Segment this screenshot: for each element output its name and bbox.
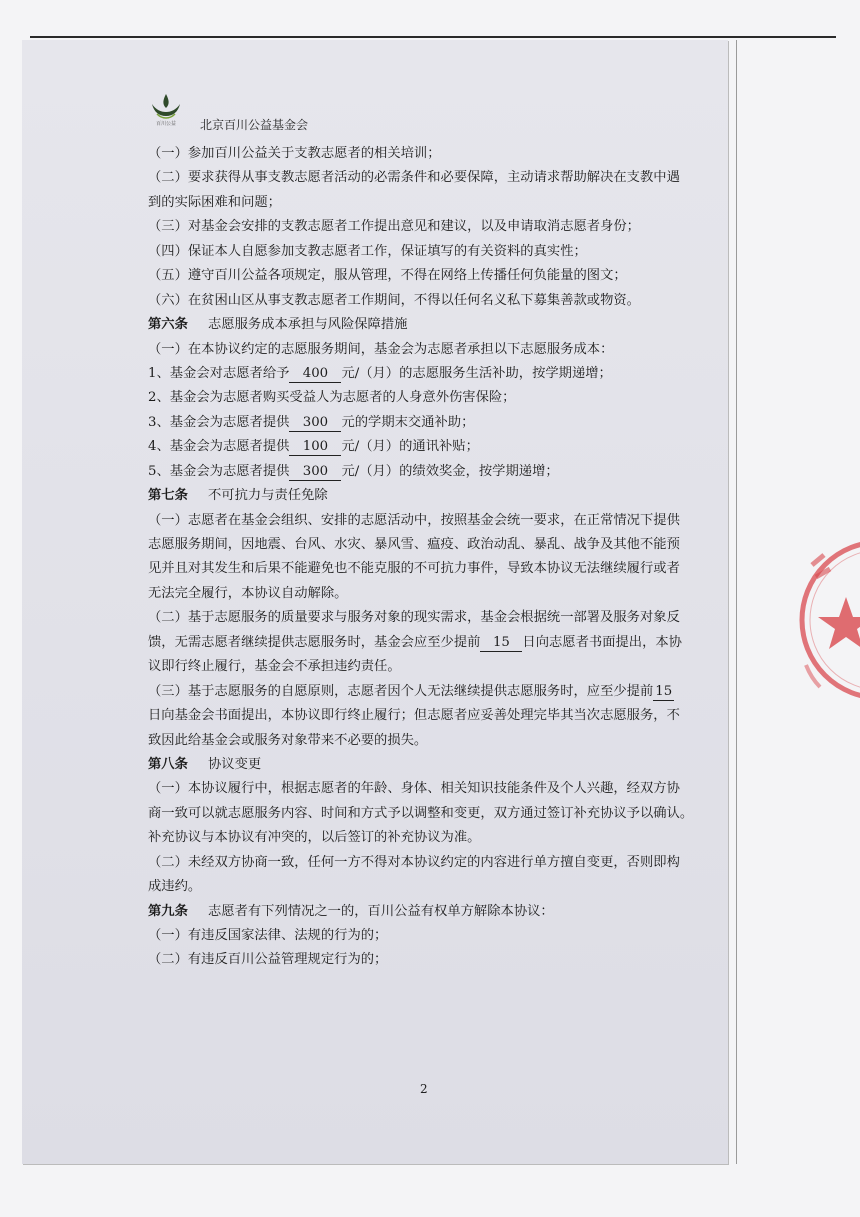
fill-in-amount: 400 bbox=[289, 366, 341, 383]
official-seal-stamp bbox=[796, 525, 860, 715]
article-number: 第八条 bbox=[148, 756, 188, 772]
text-line: （五）遵守百川公益各项规定，服从管理，不得在网络上传播任何负能量的图文； bbox=[148, 268, 627, 284]
article-title: 志愿服务成本承担与风险保障措施 bbox=[208, 317, 408, 333]
cost-item: 2、基金会为志愿者购买受益人为志愿者的人身意外伤害保险； bbox=[148, 390, 516, 406]
agreement-body bbox=[148, 142, 728, 973]
cost-item: 1、基金会对志愿者给予 400 元/（月）的志愿服务生活补助，按学期递增； bbox=[148, 365, 612, 381]
text-line: （一）志愿者在基金会组织、安排的志愿活动中，按照基金会统一要求，在正常情况下提供 bbox=[148, 512, 680, 528]
page-edge bbox=[736, 40, 737, 1164]
article-heading bbox=[148, 313, 728, 337]
text-line: （二）基于志愿服务的质量要求与服务对象的现实需求，基金会根据统一部署及服务对象反 bbox=[148, 610, 680, 626]
text-line: 见并且对其发生和后果不能避免也不能克服的不可抗力事件，导致本协议无法继续履行或者 bbox=[148, 561, 680, 577]
article-heading bbox=[148, 484, 728, 508]
article-number: 第七条 bbox=[148, 488, 188, 504]
fill-in-amount: 100 bbox=[289, 439, 341, 456]
text-line: （二）要求获得从事支教志愿者活动的必需条件和必要保障，主动请求帮助解决在支教中遇 bbox=[148, 170, 680, 186]
cost-item: 3、基金会为志愿者提供 300 元的学期末交通补助； bbox=[148, 414, 475, 430]
fill-in-amount: 300 bbox=[289, 464, 341, 481]
letterhead bbox=[148, 92, 728, 136]
text-line: 议即行终止履行，基金会不承担违约责任。 bbox=[148, 659, 401, 675]
article-title: 不可抗力与责任免除 bbox=[208, 488, 328, 504]
text-line: （二）未经双方协商一致，任何一方不得对本协议约定的内容进行单方擅自变更，否则即构 bbox=[148, 854, 680, 870]
article-heading bbox=[148, 900, 728, 924]
text-line: 志愿服务期间，因地震、台风、水灾、暴风雪、瘟疫、政治动乱、暴乱、战争及其他不能预 bbox=[148, 537, 680, 552]
text-line: 馈，无需志愿者继续提供志愿服务时，基金会应至少提前 15 日向志愿者书面提出，本协 bbox=[148, 634, 682, 650]
logo-caption: 百川公益 bbox=[155, 121, 176, 127]
article-title: 协议变更 bbox=[208, 756, 262, 772]
text-line: 商一致可以就志愿服务内容、时间和方式予以调整和变更，双方通过签订补充协议予以确认。 bbox=[148, 805, 694, 821]
text-line: 致因此给基金会或服务对象带来不必要的损失。 bbox=[148, 732, 428, 748]
text-line: （四）保证本人自愿参加支教志愿者工作，保证填写的有关资料的真实性； bbox=[148, 243, 587, 259]
article-heading bbox=[148, 753, 728, 777]
text-line: （一）本协议履行中，根据志愿者的年龄、身体、相关知识技能条件及个人兴趣，经双方协 bbox=[148, 781, 680, 797]
seal-star-icon bbox=[796, 525, 860, 715]
text-line: 补充协议与本协议有冲突的，以后签订的补充协议为准。 bbox=[148, 830, 481, 846]
text-line: 成违约。 bbox=[148, 879, 202, 895]
text-line: （三）基于志愿服务的自愿原则，志愿者因个人无法继续提供志愿服务时，应至少提前 15 bbox=[148, 683, 673, 699]
cost-item: 5、基金会为志愿者提供 300 元/（月）的绩效奖金，按学期递增； bbox=[148, 463, 559, 479]
text-line: （三）对基金会安排的支教志愿者工作提出意见和建议，以及申请取消志愿者身份； bbox=[148, 219, 640, 235]
text-line: （六）在贫困山区从事支教志愿者工作期间，不得以任何名义私下募集善款或物资。 bbox=[148, 292, 640, 308]
cost-item: 4、基金会为志愿者提供 100 元/（月）的通讯补贴； bbox=[148, 439, 479, 455]
article-number: 第六条 bbox=[148, 317, 188, 333]
text-line: （一）参加百川公益关于支教志愿者的相关培训； bbox=[148, 146, 441, 161]
article-title: 志愿者有下列情况之一的，百川公益有权单方解除本协议： bbox=[208, 903, 554, 919]
fill-in-days: 15 bbox=[480, 635, 522, 652]
text-line: 日向基金会书面提出，本协议即行终止履行；但志愿者应妥善处理完毕其当次志愿服务，不 bbox=[148, 708, 680, 724]
text-line: 到的实际困难和问题； bbox=[148, 194, 281, 210]
text-line: （一）在本协议约定的志愿服务期间，基金会为志愿者承担以下志愿服务成本： bbox=[148, 341, 614, 357]
page-number: 2 bbox=[420, 1082, 428, 1096]
organization-name: 北京百川公益基金会 bbox=[200, 118, 309, 132]
scan-border-line bbox=[30, 36, 836, 38]
text-line: （一）有违反国家法律、法规的行为的； bbox=[148, 928, 388, 943]
text-line: （二）有违反百川公益管理规定行为的； bbox=[148, 952, 388, 968]
article-number: 第九条 bbox=[148, 903, 188, 919]
fill-in-amount: 300 bbox=[289, 415, 341, 432]
fill-in-days: 15 bbox=[655, 683, 673, 699]
text-line: 无法完全履行，本协议自动解除。 bbox=[148, 585, 348, 601]
